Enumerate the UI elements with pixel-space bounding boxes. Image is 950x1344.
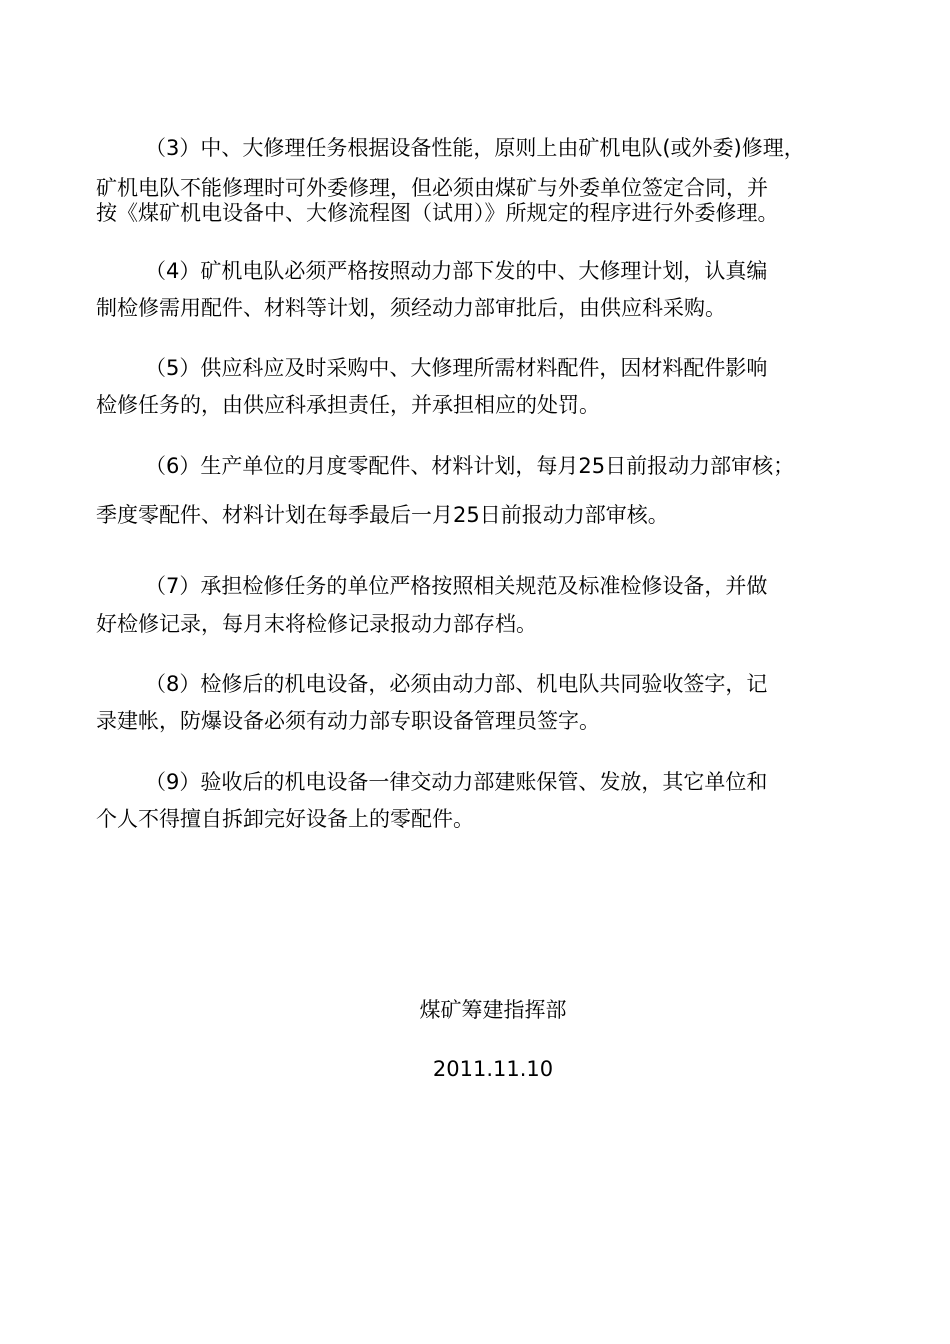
paragraph-8-line-2: 录建帐，防爆设备必须有动力部专职设备管理员签字。 [96,709,600,733]
signature-date: 2011.11.10 [432,1057,554,1081]
paragraph-7-line-1: （7）承担检修任务的单位严格按照相关规范及标准检修设备，并做 [145,574,768,598]
paragraph-7-line-2: 好检修记录，每月末将检修记录报动力部存档。 [96,612,537,636]
paragraph-9-line-2: 个人不得擅自拆卸完好设备上的零配件。 [96,807,474,831]
signature-organization: 煤矿筹建指挥部 [419,998,567,1022]
paragraph-4-line-2: 制检修需用配件、材料等计划，须经动力部审批后，由供应科采购。 [96,296,726,320]
paragraph-6-line-1: （6）生产单位的月度零配件、材料计划，每月25日前报动力部审核； [145,454,795,478]
paragraph-5-line-2: 检修任务的，由供应科承担责任，并承担相应的处罚。 [96,393,600,417]
paragraph-3-line-3: 按《煤矿机电设备中、大修流程图（试用）》所规定的程序进行外委修理。 [96,201,779,225]
paragraph-6-line-2: 季度零配件、材料计划在每季最后一月25日前报动力部审核。 [96,503,669,527]
paragraph-5-line-1: （5）供应科应及时采购中、大修理所需材料配件，因材料配件影响 [145,356,768,380]
paragraph-3-line-1: （3）中、大修理任务根据设备性能，原则上由矿机电队(或外委)修理， [145,136,805,160]
paragraph-4-line-1: （4）矿机电队必须严格按照动力部下发的中、大修理计划，认真编 [145,259,768,283]
paragraph-8-line-1: （8）检修后的机电设备，必须由动力部、机电队共同验收签字，记 [145,672,768,696]
paragraph-3-line-2: 矿机电队不能修理时可外委修理，但必须由煤矿与外委单位签定合同，并 [96,176,768,200]
paragraph-9-line-1: （9）验收后的机电设备一律交动力部建账保管、发放，其它单位和 [145,770,768,794]
